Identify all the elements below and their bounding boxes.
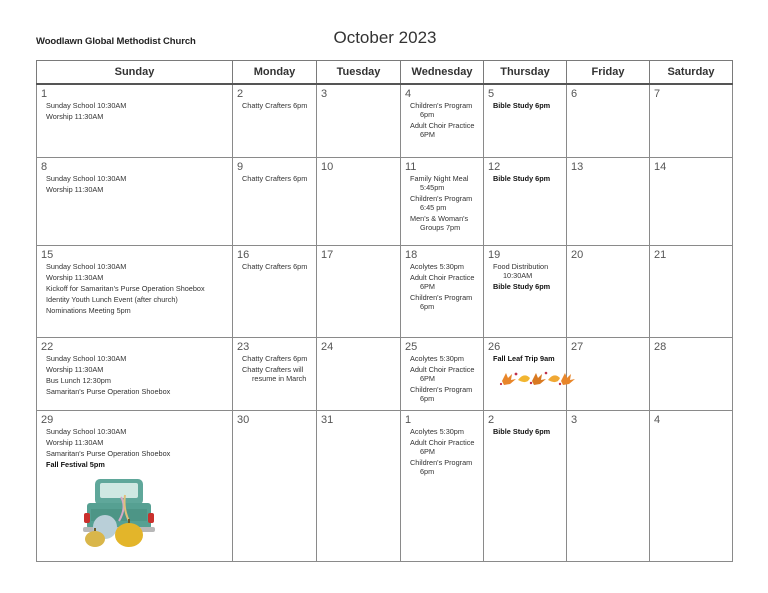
day-cell-wednesday[interactable] <box>401 338 484 411</box>
day-cell-monday[interactable] <box>233 338 317 411</box>
day-cell-monday[interactable] <box>233 246 317 338</box>
calendar-event: Food Distribution 10:30AM <box>493 262 549 280</box>
day-cell-thursday[interactable] <box>484 158 567 246</box>
pickup-truck-pumpkins-icon <box>81 477 157 549</box>
day-cell-thursday[interactable] <box>484 411 567 562</box>
week-row <box>37 338 733 411</box>
calendar-event: Acolytes 5:30pm <box>410 354 464 363</box>
calendar-event: Sunday School 10:30AM <box>46 427 127 436</box>
calendar-event: Fall Festival 5pm <box>46 460 105 469</box>
day-number: 31 <box>321 414 334 426</box>
calendar-event: Samaritan's Purse Operation Shoebox <box>46 449 171 458</box>
day-number: 8 <box>41 161 48 173</box>
day-number: 20 <box>571 249 584 261</box>
day-number: 13 <box>571 161 584 173</box>
weekday-sunday: Sunday <box>37 61 233 85</box>
day-number: 21 <box>654 249 667 261</box>
calendar-event: Men's & Woman's Groups 7pm <box>410 214 469 232</box>
day-number: 12 <box>488 161 501 173</box>
day-number: 26 <box>488 341 501 353</box>
day-number: 2 <box>237 88 244 100</box>
calendar-event: Children's Program 6pm <box>410 101 473 119</box>
calendar-grid <box>36 60 733 562</box>
day-cell-monday[interactable] <box>233 158 317 246</box>
calendar-event: Children's Program 6pm <box>410 293 473 311</box>
calendar-event: Adult Choir Practice 6PM <box>410 365 475 383</box>
calendar-event: Worship 11:30AM <box>46 112 104 121</box>
day-number: 5 <box>488 88 495 100</box>
day-number: 22 <box>41 341 54 353</box>
weekday-header-row <box>37 61 733 85</box>
day-cell-tuesday[interactable] <box>317 338 401 411</box>
day-number: 14 <box>654 161 667 173</box>
day-number: 1 <box>405 414 412 426</box>
calendar-event: Sunday School 10:30AM <box>46 354 127 363</box>
calendar-event: Bible Study 6pm <box>493 101 551 110</box>
calendar-event: Worship 11:30AM <box>46 365 104 374</box>
day-number: 27 <box>571 341 584 353</box>
week-row <box>37 84 733 158</box>
day-number: 4 <box>405 88 412 100</box>
day-number: 6 <box>571 88 578 100</box>
month-title: October 2023 <box>333 28 437 47</box>
day-cell-wednesday[interactable] <box>401 246 484 338</box>
day-cell-monday[interactable] <box>233 411 317 562</box>
day-number: 10 <box>321 161 334 173</box>
week-row <box>37 158 733 246</box>
calendar-event: Worship 11:30AM <box>46 438 104 447</box>
day-cell-saturday[interactable] <box>650 158 733 246</box>
calendar-event: Chatty Crafters 6pm <box>242 354 308 363</box>
day-cell-friday[interactable] <box>567 338 650 411</box>
weekday-wednesday: Wednesday <box>401 61 484 85</box>
day-number: 4 <box>654 414 661 426</box>
day-number: 19 <box>488 249 501 261</box>
weekday-tuesday: Tuesday <box>317 61 401 85</box>
day-number: 29 <box>41 414 54 426</box>
day-cell-wednesday[interactable] <box>401 84 484 158</box>
day-cell-sunday[interactable] <box>37 84 233 158</box>
day-cell-saturday[interactable] <box>650 411 733 562</box>
day-number: 30 <box>237 414 250 426</box>
day-cell-friday[interactable] <box>567 246 650 338</box>
calendar-event: Children's Program 6pm <box>410 385 473 403</box>
day-number: 11 <box>405 161 417 173</box>
weekday-friday: Friday <box>567 61 650 85</box>
day-cell-friday[interactable] <box>567 84 650 158</box>
calendar-event: Identity Youth Lunch Event (after church) <box>46 295 178 304</box>
calendar-event: Adult Choir Practice 6PM <box>410 121 475 139</box>
calendar-event: Worship 11:30AM <box>46 273 104 282</box>
day-cell-sunday[interactable] <box>37 158 233 246</box>
day-number: 28 <box>654 341 667 353</box>
calendar-event: Bible Study 6pm <box>493 427 551 436</box>
calendar-event: Adult Choir Practice 6PM <box>410 273 475 291</box>
calendar-event: Chatty Crafters 6pm <box>242 174 308 183</box>
day-number: 25 <box>405 341 418 353</box>
day-cell-wednesday[interactable] <box>401 411 484 562</box>
day-cell-saturday[interactable] <box>650 338 733 411</box>
day-cell-saturday[interactable] <box>650 84 733 158</box>
calendar-event: Sunday School 10:30AM <box>46 101 127 110</box>
day-number: 9 <box>237 161 244 173</box>
day-number: 24 <box>321 341 334 353</box>
day-number: 18 <box>405 249 418 261</box>
day-number: 7 <box>654 88 661 100</box>
calendar-event: Kickoff for Samaritan's Purse Operation Shoebox <box>46 284 205 293</box>
day-number: 16 <box>237 249 250 261</box>
day-cell-sunday[interactable] <box>37 411 233 562</box>
day-cell-sunday[interactable] <box>37 246 233 338</box>
calendar-event: Children's Program 6pm <box>410 458 473 476</box>
calendar-event: Worship 11:30AM <box>46 185 104 194</box>
organization-name: Woodlawn Global Methodist Church <box>36 36 196 47</box>
day-cell-tuesday[interactable] <box>317 411 401 562</box>
day-cell-thursday[interactable] <box>484 84 567 158</box>
day-number: 1 <box>41 88 48 100</box>
day-number: 17 <box>321 249 334 261</box>
day-number: 2 <box>488 414 495 426</box>
day-cell-thursday[interactable] <box>484 246 567 338</box>
weekday-thursday: Thursday <box>484 61 567 85</box>
calendar-event: Sunday School 10:30AM <box>46 174 127 183</box>
day-cell-wednesday[interactable] <box>401 158 484 246</box>
calendar-event: Nominations Meeting 5pm <box>46 306 131 315</box>
day-cell-friday[interactable] <box>567 411 650 562</box>
calendar-event: Family Night Meal 5:45pm <box>410 174 469 192</box>
autumn-leaves-icon <box>498 369 576 387</box>
calendar-event: Bible Study 6pm <box>493 174 551 183</box>
day-number: 3 <box>321 88 328 100</box>
day-cell-sunday[interactable] <box>37 338 233 411</box>
day-cell-saturday[interactable] <box>650 246 733 338</box>
calendar-event: Chatty Crafters will resume in March <box>242 365 307 383</box>
calendar-event: Chatty Crafters 6pm <box>242 101 308 110</box>
calendar-event: Samaritan's Purse Operation Shoebox <box>46 387 171 396</box>
day-cell-tuesday[interactable] <box>317 246 401 338</box>
calendar-event: Chatty Crafters 6pm <box>242 262 308 271</box>
day-number: 15 <box>41 249 54 261</box>
day-cell-monday[interactable] <box>233 84 317 158</box>
calendar-event: Acolytes 5:30pm <box>410 262 464 271</box>
weekday-monday: Monday <box>233 61 317 85</box>
day-cell-tuesday[interactable] <box>317 84 401 158</box>
day-cell-tuesday[interactable] <box>317 158 401 246</box>
day-cell-thursday[interactable] <box>484 338 567 411</box>
calendar-event: Bible Study 6pm <box>493 282 551 291</box>
calendar-event: Bus Lunch 12:30pm <box>46 376 111 385</box>
day-number: 23 <box>237 341 250 353</box>
calendar-event: Fall Leaf Trip 9am <box>493 354 555 363</box>
calendar-event: Adult Choir Practice 6PM <box>410 438 475 456</box>
weekday-saturday: Saturday <box>650 61 733 85</box>
calendar-event: Sunday School 10:30AM <box>46 262 127 271</box>
calendar-event: Acolytes 5:30pm <box>410 427 464 436</box>
day-number: 3 <box>571 414 578 426</box>
calendar-event: Children's Program 6:45 pm <box>410 194 473 212</box>
day-cell-friday[interactable] <box>567 158 650 246</box>
week-row <box>37 411 733 562</box>
week-row <box>37 246 733 338</box>
